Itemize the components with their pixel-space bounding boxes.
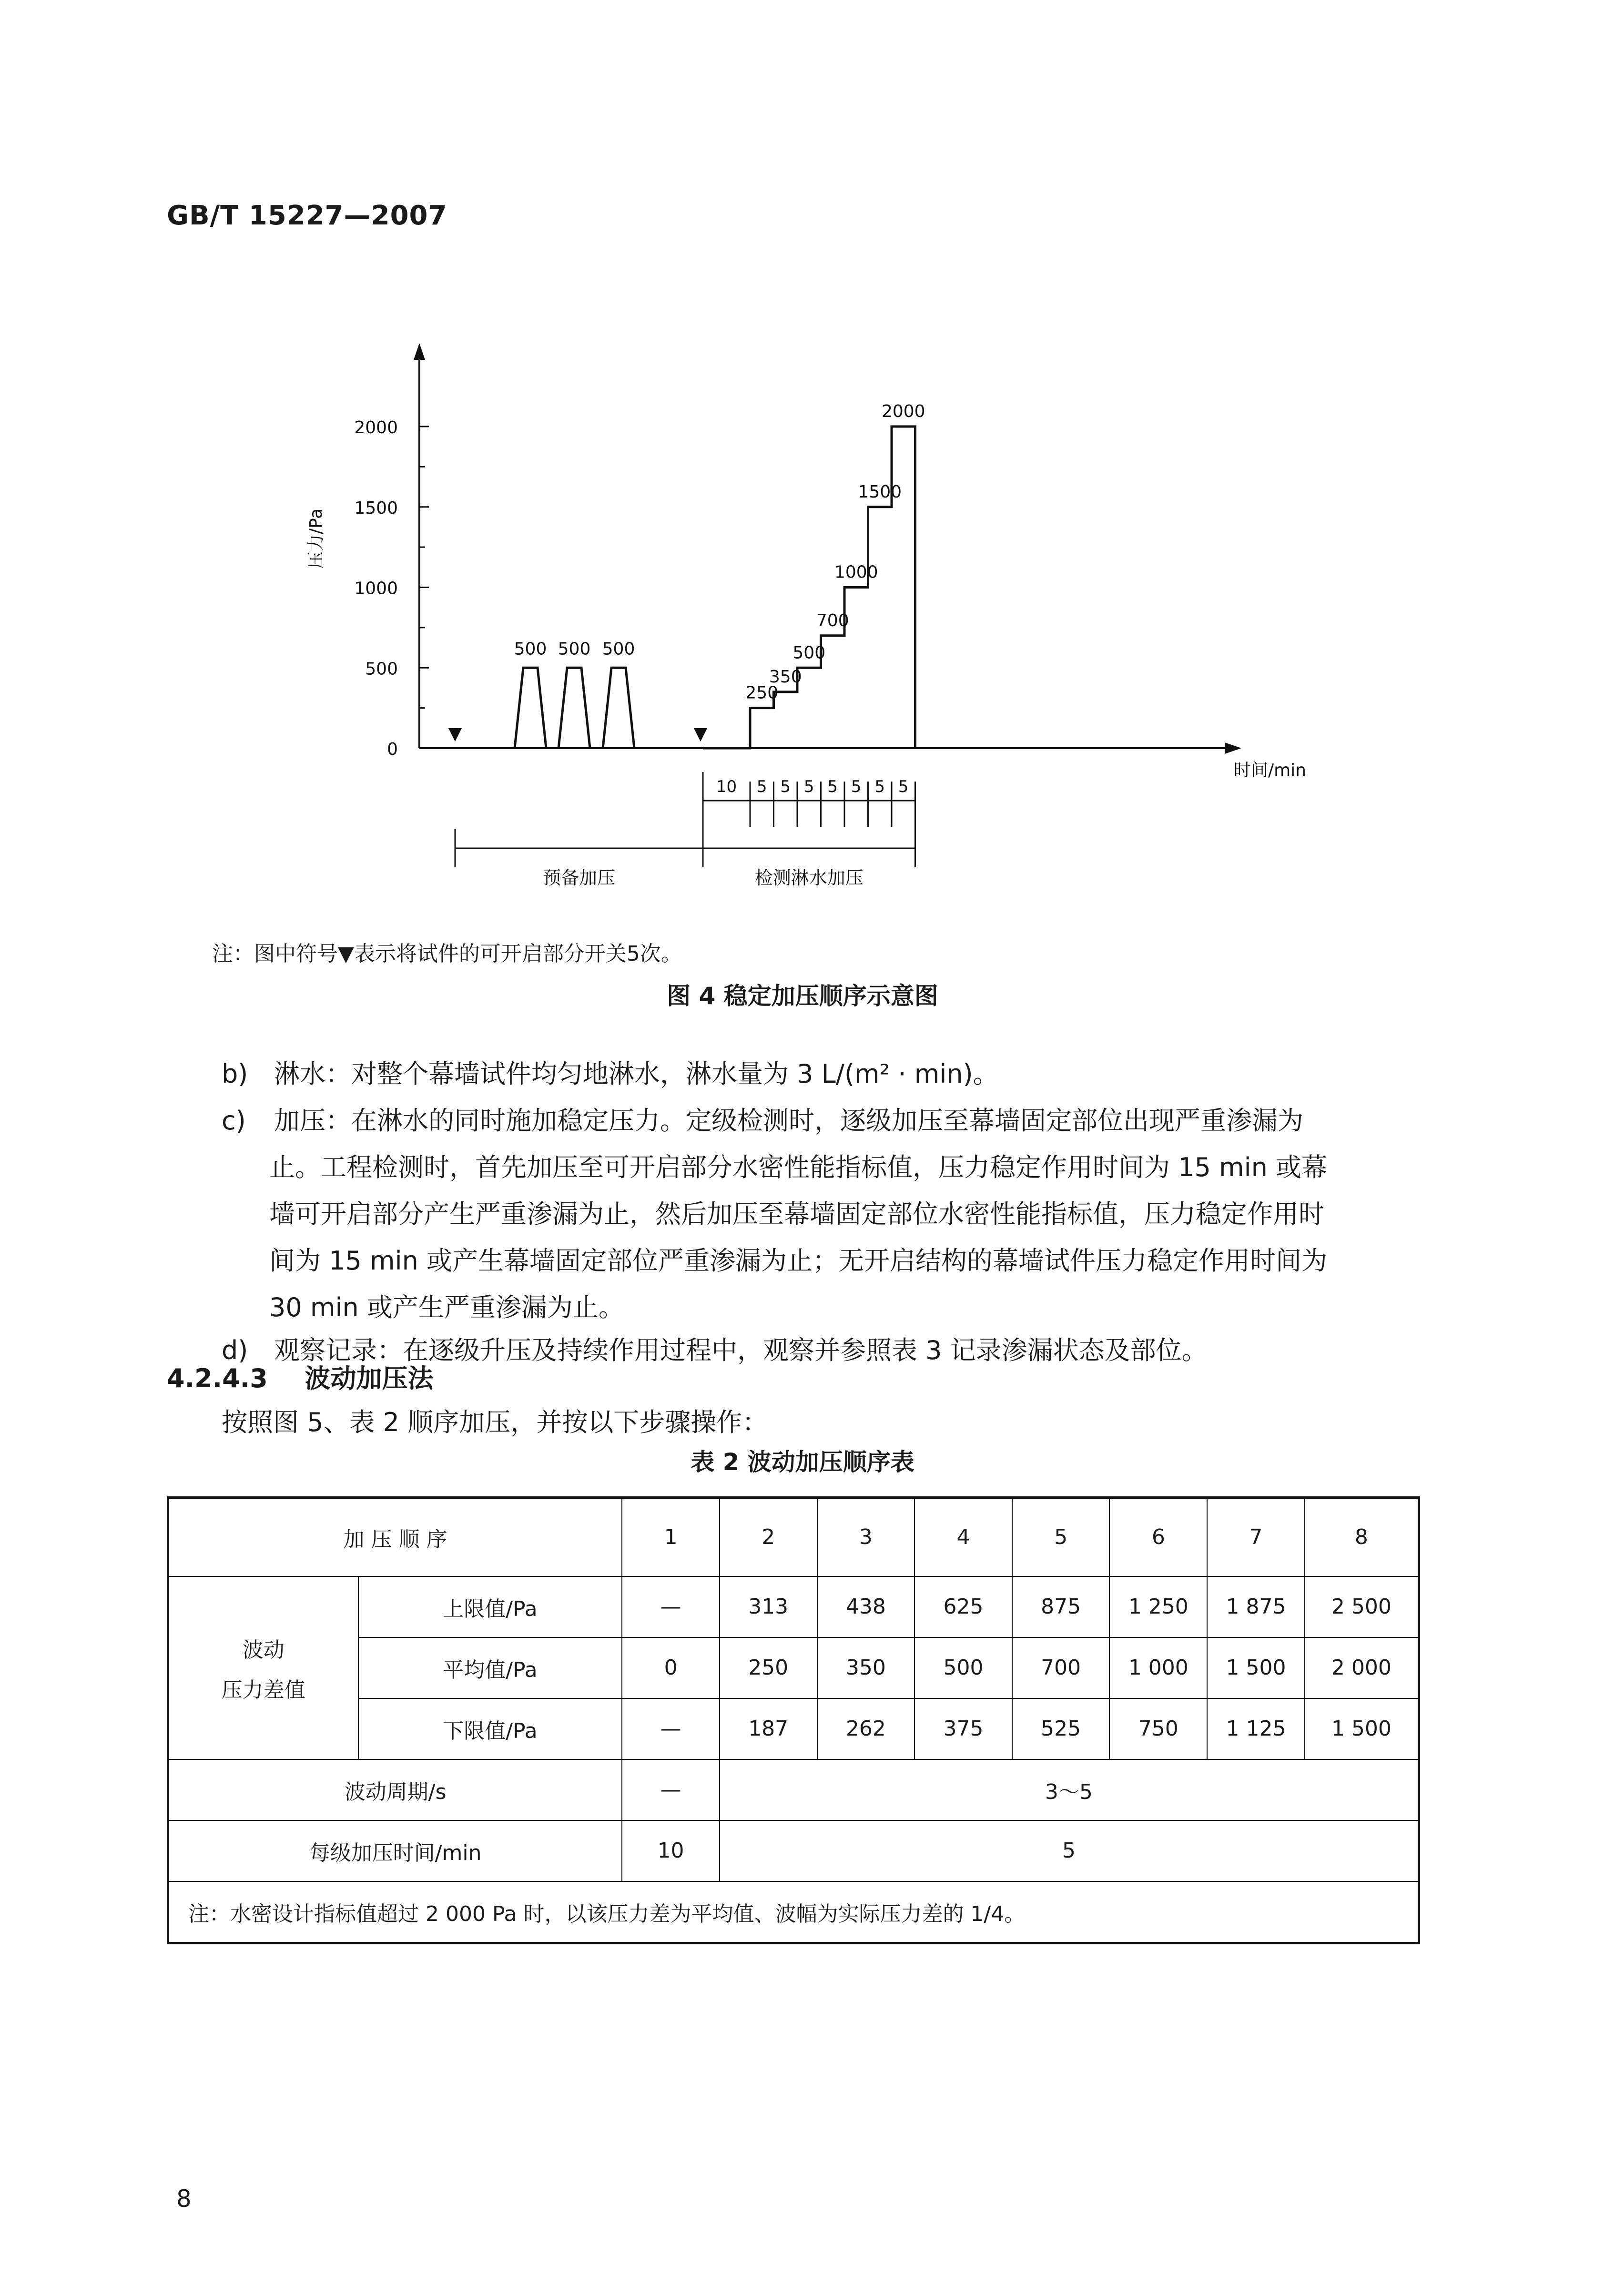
section-title: 波动加压法	[305, 1363, 434, 1393]
item-text	[274, 1327, 1422, 1374]
down-triangle-icon	[694, 728, 707, 742]
item-text	[274, 1051, 1422, 1097]
table-cell: 1 875	[1207, 1576, 1305, 1637]
phase-label: 检测淋水加压	[754, 867, 863, 888]
column-header: 6	[1109, 1498, 1207, 1576]
text-line: 墙可开启部分产生严重渗漏为止，然后加压至幕墙固定部位水密性能指标值，压力稳定作用时	[269, 1199, 1324, 1229]
interval-label: 5	[851, 777, 862, 796]
table-note-row	[168, 1881, 1419, 1943]
table-cell: 250	[720, 1637, 817, 1698]
table-cell: 0	[622, 1637, 720, 1698]
y-tick-label: 0	[387, 740, 398, 759]
table-cell: —	[622, 1576, 720, 1637]
document-code: GB/T 15227—2007	[167, 200, 447, 231]
item-text	[269, 1097, 1422, 1331]
interval-label: 5	[803, 777, 814, 796]
text-line: 加压：在淋水的同时施加稳定压力。定级检测时，逐级加压至幕墙固定部位出现严重渗漏为	[274, 1106, 1303, 1136]
y-tick-label: 1500	[354, 498, 398, 518]
chart-marks	[448, 427, 915, 748]
interval-label: 5	[827, 777, 838, 796]
table-cell: 875	[1012, 1576, 1110, 1637]
table-cell: 1 250	[1109, 1576, 1207, 1637]
section-number: 4.2.4.3	[167, 1363, 268, 1393]
table-cell: 262	[817, 1698, 915, 1759]
lead-text: 按照图 5、表 2 顺序加压，并按以下步骤操作：	[222, 1407, 768, 1437]
column-header: 5	[1012, 1498, 1110, 1576]
step-label: 1500	[858, 482, 902, 502]
y-axis-arrow	[414, 343, 425, 360]
down-triangle-icon	[448, 728, 462, 742]
column-header: 8	[1305, 1498, 1419, 1576]
interval-label: 10	[716, 777, 737, 796]
step-label: 2000	[881, 402, 925, 421]
table-cell: 3～5	[720, 1759, 1419, 1820]
table-cell: 500	[914, 1637, 1012, 1698]
y-axis-title: 压力/Pa	[306, 508, 326, 569]
y-tick-label: 2000	[354, 418, 398, 437]
table-cell: —	[622, 1759, 720, 1820]
pulse-label: 500	[514, 639, 547, 659]
table-cell: 1 500	[1305, 1698, 1419, 1759]
step-label: 350	[769, 667, 802, 687]
row-label: 每级加压时间/min	[168, 1820, 622, 1881]
group-label-line: 压力差值	[221, 1677, 305, 1702]
y-tick-label: 1000	[354, 579, 398, 599]
test-pressure-line	[703, 427, 915, 748]
row-label: 上限值/Pa	[358, 1576, 622, 1637]
y-tick-label: 500	[365, 659, 398, 679]
table-cell: 5	[720, 1820, 1419, 1881]
table-row	[168, 1576, 1419, 1637]
table-cell: 313	[720, 1576, 817, 1637]
wave-pressure-table	[167, 1496, 1420, 1944]
phase-label: 预备加压	[542, 867, 616, 888]
table-header-row	[168, 1498, 1419, 1576]
pulse-label: 500	[558, 639, 591, 659]
text-line: 止。工程检测时，首先加压至可开启部分水密性能指标值，压力稳定作用时间为 15 min 或幕	[269, 1152, 1328, 1182]
table-cell: —	[622, 1698, 720, 1759]
table-row	[168, 1759, 1419, 1820]
interval-label: 5	[898, 777, 909, 796]
table-cell: 1 125	[1207, 1698, 1305, 1759]
row-label: 下限值/Pa	[358, 1698, 622, 1759]
pulse-label: 500	[602, 639, 635, 659]
interval-label: 5	[780, 777, 791, 796]
group-label-line: 波动	[242, 1637, 284, 1662]
text-line: 间为 15 min 或产生幕墙固定部位严重渗漏为止；无开启结构的幕墙试件压力稳定作用时间为	[269, 1246, 1328, 1276]
table-caption: 表 2 波动加压顺序表	[691, 1448, 914, 1476]
table-note: 注：水密设计指标值超过 2 000 Pa 时，以该压力差为平均值、波幅为实际压力差的 1/4。	[168, 1881, 1419, 1943]
column-header: 1	[622, 1498, 720, 1576]
table-cell: 625	[914, 1576, 1012, 1637]
item-label: d)	[222, 1335, 248, 1365]
step-label: 700	[816, 610, 849, 630]
item-label: b)	[222, 1059, 248, 1089]
column-header: 3	[817, 1498, 915, 1576]
table-cell: 1 500	[1207, 1637, 1305, 1698]
pulse-mark	[559, 668, 590, 748]
pressure-sequence-figure	[267, 324, 1315, 915]
pulse-mark	[515, 668, 546, 748]
table-cell: 2 500	[1305, 1576, 1419, 1637]
step-label: 250	[745, 683, 779, 703]
item-label: c)	[222, 1106, 246, 1136]
row-label: 波动周期/s	[168, 1759, 622, 1820]
table-cell: 375	[914, 1698, 1012, 1759]
x-axis-arrow	[1225, 742, 1241, 754]
table-cell: 1 000	[1109, 1637, 1207, 1698]
column-header: 7	[1207, 1498, 1305, 1576]
column-header: 4	[914, 1498, 1012, 1576]
column-header: 2	[720, 1498, 817, 1576]
header-label: 加 压 顺 序	[168, 1498, 622, 1576]
figure-caption: 图 4 稳定加压顺序示意图	[667, 982, 938, 1010]
text-line: 观察记录：在逐级升压及持续作用过程中，观察并参照表 3 记录渗漏状态及部位。	[274, 1335, 1208, 1365]
table-cell: 2 000	[1305, 1637, 1419, 1698]
table-cell: 750	[1109, 1698, 1207, 1759]
text-line: 30 min 或产生严重渗漏为止。	[269, 1292, 624, 1322]
table-cell: 525	[1012, 1698, 1110, 1759]
step-label: 500	[792, 643, 826, 663]
table-cell: 700	[1012, 1637, 1110, 1698]
interval-label: 5	[874, 777, 885, 796]
step-label: 1000	[834, 562, 878, 582]
section-heading	[167, 1358, 433, 1395]
table-cell: 438	[817, 1576, 915, 1637]
interval-label: 5	[756, 777, 767, 796]
x-axis-title: 时间/min	[1233, 761, 1307, 780]
text-line: 淋水：对整个幕墙试件均匀地淋水，淋水量为 3 L/(m² · min)。	[274, 1059, 999, 1089]
table-cell: 350	[817, 1637, 915, 1698]
table-row	[168, 1820, 1419, 1881]
page-number: 8	[176, 2185, 192, 2213]
figure-note: 注：图中符号▼表示将试件的可开启部分开关5次。	[212, 942, 682, 966]
group-label	[168, 1576, 358, 1759]
chart-labels	[306, 402, 1306, 888]
table-cell: 187	[720, 1698, 817, 1759]
row-label: 平均值/Pa	[358, 1637, 622, 1698]
pulse-mark	[603, 668, 634, 748]
table-cell: 10	[622, 1820, 720, 1881]
